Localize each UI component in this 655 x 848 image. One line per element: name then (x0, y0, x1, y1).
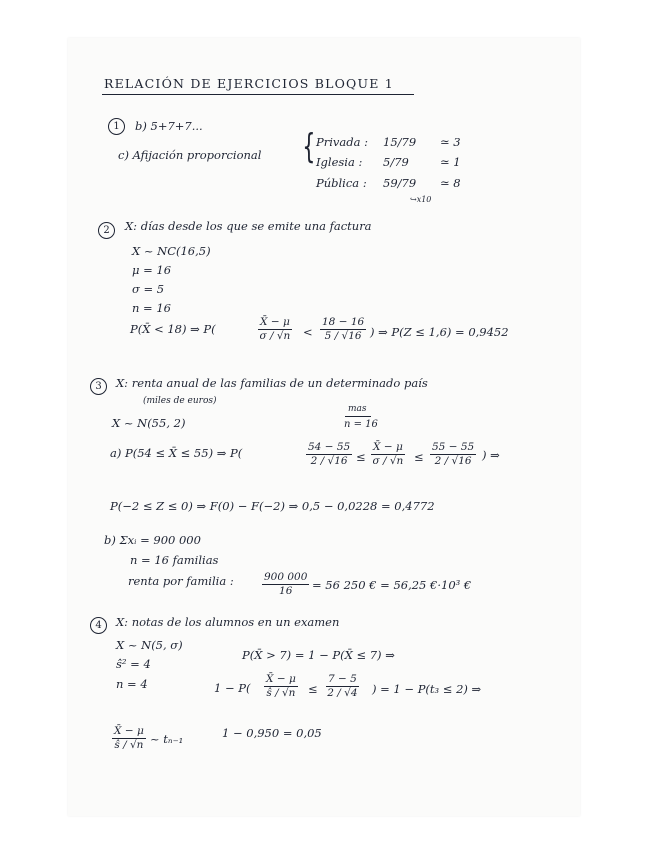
ex1-row-value: 59/79 (383, 176, 417, 190)
fraction-denominator: 2 / √4 (327, 687, 358, 700)
ex3-part-b-line1: b) Σxᵢ = 900 000 (104, 533, 201, 547)
ex2-prob-start: P(X̄ < 18) ⇒ P( (130, 322, 216, 336)
ex3-fraction-upper (430, 442, 476, 467)
fraction-numerator: X̄ − μ (112, 726, 146, 739)
ex3-part-b-line2: n = 16 familias (130, 553, 219, 567)
ex2-line: X ~ NC(16,5) (132, 244, 211, 258)
ex3-model: X ~ N(55, 2) (112, 416, 186, 430)
ex1-row-label: Privada : (316, 135, 369, 149)
exercise-number-3: 3 (90, 378, 107, 395)
page-title: RELACIÓN DE EJERCICIOS BLOQUE 1 (104, 76, 394, 91)
ex2-inequality: < (303, 325, 313, 339)
fraction-denominator: 16 (279, 585, 293, 598)
ex4-t-statistic (112, 726, 146, 751)
fraction-denominator: ŝ / √n (114, 739, 144, 752)
ex2-line: n = 16 (132, 301, 171, 315)
ex3-part-a-end: ) ⇒ (482, 448, 500, 462)
ex2-line: μ = 16 (132, 263, 172, 277)
fraction-numerator: X̄ − μ (264, 674, 298, 687)
ex1-row-result: ≃ 8 (440, 176, 461, 190)
ex1-row-result: ≃ 3 (440, 135, 461, 149)
fraction-numerator: X̄ − μ (258, 317, 292, 330)
ex2-definition: X: días desde los que se emite una factura (125, 219, 372, 233)
fraction-numerator: 54 − 55 (306, 442, 352, 455)
ex4-fraction-value (326, 674, 359, 699)
fraction-numerator: 55 − 55 (430, 442, 476, 455)
ex3-part-a-line2: P(−2 ≤ Z ≤ 0) ⇒ F(0) − F(−2) ⇒ 0,5 − 0,0228 = 0,4772 (110, 499, 435, 513)
ex2-result: ) ⇒ P(Z ≤ 1,6) = 0,9452 (370, 325, 509, 339)
ex4-final-result: 1 − 0,950 = 0,05 (222, 726, 322, 740)
ex4-inequality: ≤ (308, 682, 318, 696)
ex1-row-value: 5/79 (383, 155, 409, 169)
ex3-part-b-line3: renta por familia : (128, 574, 234, 588)
fraction-numerator: 18 − 16 (320, 317, 366, 330)
ex4-definition: X: notas de los alumnos en un examen (116, 615, 340, 629)
ex1-row-label: Iglesia : (316, 155, 363, 169)
ex2-fraction-stat (258, 317, 292, 342)
ex4-line: ŝ² = 4 (116, 657, 151, 671)
ex1-note: ↪x10 (410, 195, 432, 204)
ex1-part-b: b) 5+7+7... (135, 119, 203, 133)
ex3-income-result: = 56 250 € = 56,25 €·10³ € (312, 578, 472, 592)
ex3-mas-underline (345, 416, 371, 417)
ex3-mas-label: mas (348, 404, 367, 414)
ex1-row-label: Pública : (316, 176, 367, 190)
ex3-fraction-lower (306, 442, 352, 467)
ex1-part-c: c) Afijación proporcional (118, 148, 262, 162)
ex4-line: n = 4 (116, 677, 148, 691)
ex4-prob-line2-start: 1 − P( (214, 681, 251, 695)
exercise-number-2: 2 (98, 222, 115, 239)
ex2-line: σ = 5 (132, 282, 165, 296)
ex1-row-value: 15/79 (383, 135, 417, 149)
fraction-denominator: σ / √n (259, 330, 291, 343)
ex1-row-result: ≃ 1 (440, 155, 461, 169)
ex3-definition: X: renta anual de las familias de un determinado país (116, 376, 428, 390)
fraction-denominator: σ / √n (372, 455, 404, 468)
fraction-denominator: 5 / √16 (324, 330, 362, 343)
ex3-part-a: a) P(54 ≤ X̄ ≤ 55) ⇒ P( (110, 446, 243, 460)
exercise-number-1: 1 (108, 118, 125, 135)
ex3-sample-size: n = 16 (344, 419, 378, 430)
ex4-fraction-stat (264, 674, 298, 699)
fraction-numerator: X̄ − μ (371, 442, 405, 455)
ex3-income-fraction (262, 572, 309, 597)
ex4-t-distribution: ~ tₙ₋₁ (150, 732, 184, 746)
fraction-denominator: 2 / √16 (310, 455, 348, 468)
title-underline (102, 94, 414, 95)
ex1-brace: { (302, 127, 316, 167)
fraction-numerator: 7 − 5 (326, 674, 359, 687)
ex4-prob-line2-end: ) = 1 − P(t₃ ≤ 2) ⇒ (372, 682, 482, 696)
ex3-inequality: ≤ (356, 450, 366, 464)
ex3-definition-cont: (miles de euros) (143, 396, 217, 406)
ex2-fraction-value (320, 317, 366, 342)
fraction-denominator: ŝ / √n (266, 687, 296, 700)
fraction-denominator: 2 / √16 (434, 455, 472, 468)
ex3-fraction-stat (371, 442, 405, 467)
exercise-number-4: 4 (90, 617, 107, 634)
fraction-numerator: 900 000 (262, 572, 309, 585)
ex4-line: X ~ N(5, σ) (116, 638, 183, 652)
ex3-inequality: ≤ (414, 450, 424, 464)
ex4-prob-line1: P(X̄ > 7) = 1 − P(X̄ ≤ 7) ⇒ (242, 648, 395, 662)
